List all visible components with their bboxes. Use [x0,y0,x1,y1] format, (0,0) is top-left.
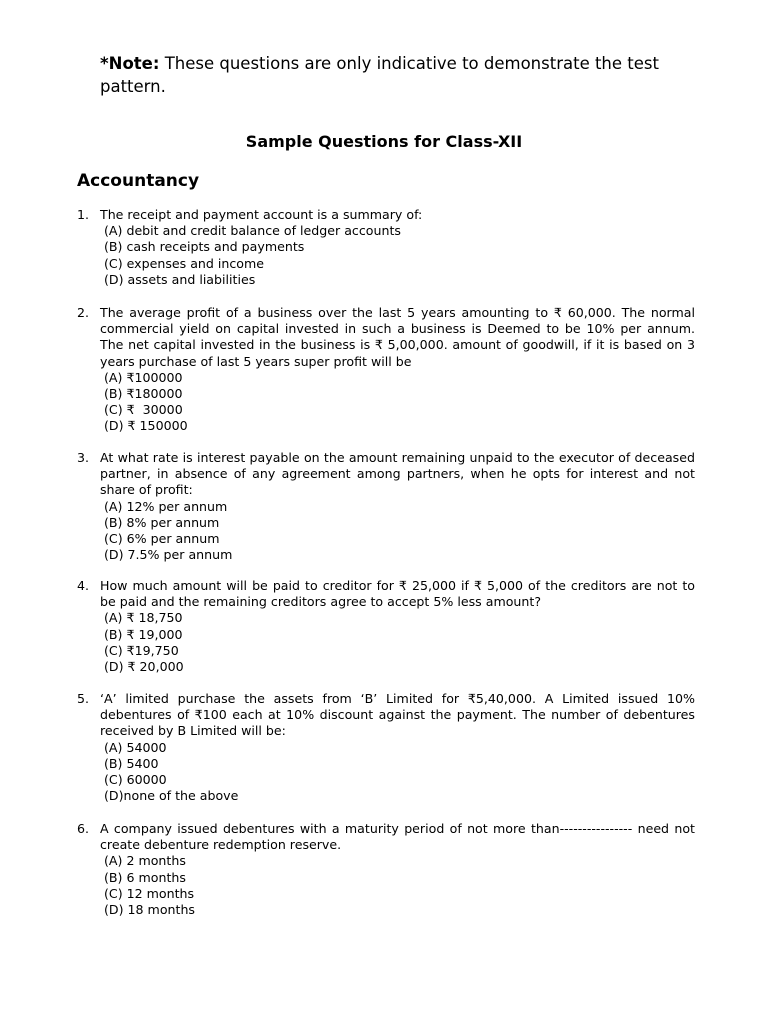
option-a: (A) 54000 [104,739,167,755]
note-label: *Note: [100,54,160,73]
question-text: The receipt and payment account is a summary of: [100,207,423,222]
option-a: (A) ₹ 18,750 [104,610,183,626]
question-number: 5. [77,691,90,706]
note-paragraph [100,52,660,98]
option-b: (B) cash receipts and payments [104,239,305,255]
question-number: 2. [77,305,90,320]
option-b: (B) 8% per annum [104,514,220,530]
option-c: (C) ₹ 30000 [104,402,183,418]
question-text: ‘A’ limited purchase the assets from ‘B’ Limited for ₹5,40,000. A Limited issued 10% debentures of ₹100 each at 10% discount against the payment. The number of debentures received by B Limited will be: [100,691,695,739]
option-a: (A) ₹100000 [104,369,183,385]
question-6 [77,821,695,918]
option-d: (D) 18 months [104,902,195,918]
option-b: (B) 5400 [104,755,159,771]
option-a: (A) 12% per annum [104,498,228,514]
question-number: 4. [77,578,90,593]
option-c: (C) 6% per annum [104,531,220,547]
question-1 [77,207,695,288]
option-b: (B) 6 months [104,869,186,885]
question-2 [77,305,695,435]
option-d: (D) 7.5% per annum [104,547,233,563]
page-title: Sample Questions for Class-XII [245,132,523,151]
question-number: 6. [77,821,90,836]
option-a: (A) debit and credit balance of ledger accounts [104,223,401,239]
option-d: (D) ₹ 150000 [104,418,188,434]
option-a: (A) 2 months [104,853,186,869]
option-b: (B) ₹180000 [104,386,183,402]
option-c: (C) 12 months [104,885,195,901]
question-3 [77,450,695,563]
option-c: (C) expenses and income [104,255,265,271]
option-d: (D)none of the above [104,788,239,804]
question-text: How much amount will be paid to creditor for ₹ 25,000 if ₹ 5,000 of the creditors are not to be paid and the remaining creditors agree to accept 5% less amount? [100,578,695,610]
question-4 [77,578,695,675]
question-5 [77,691,695,804]
question-number: 3. [77,450,90,465]
subject-heading: Accountancy [77,171,200,191]
option-d: (D) ₹ 20,000 [104,659,184,675]
question-number: 1. [77,207,90,222]
option-b: (B) ₹ 19,000 [104,626,183,642]
option-c: (C) ₹19,750 [104,642,179,658]
note-text: These questions are only indicative to demonstrate the test pattern. [100,54,659,96]
option-c: (C) 60000 [104,772,167,788]
question-text: A company issued debentures with a maturity period of not more than---------------- need not create debenture redemption reserve. [100,821,695,853]
question-text: At what rate is interest payable on the amount remaining unpaid to the executor of deceased partner, in absence of any agreement among partners, when he opts for interest and not share of profit: [100,450,695,498]
question-text: The average profit of a business over the last 5 years amounting to ₹ 60,000. The normal commercial yield on capital invested in such a business is Deemed to be 10% per annum. The net capital invested in the business is ₹ 5,00,000. amount of goodwill, if it is based on 3 years purchase of last 5 years super profit will be [100,305,695,369]
option-d: (D) assets and liabilities [104,271,256,287]
